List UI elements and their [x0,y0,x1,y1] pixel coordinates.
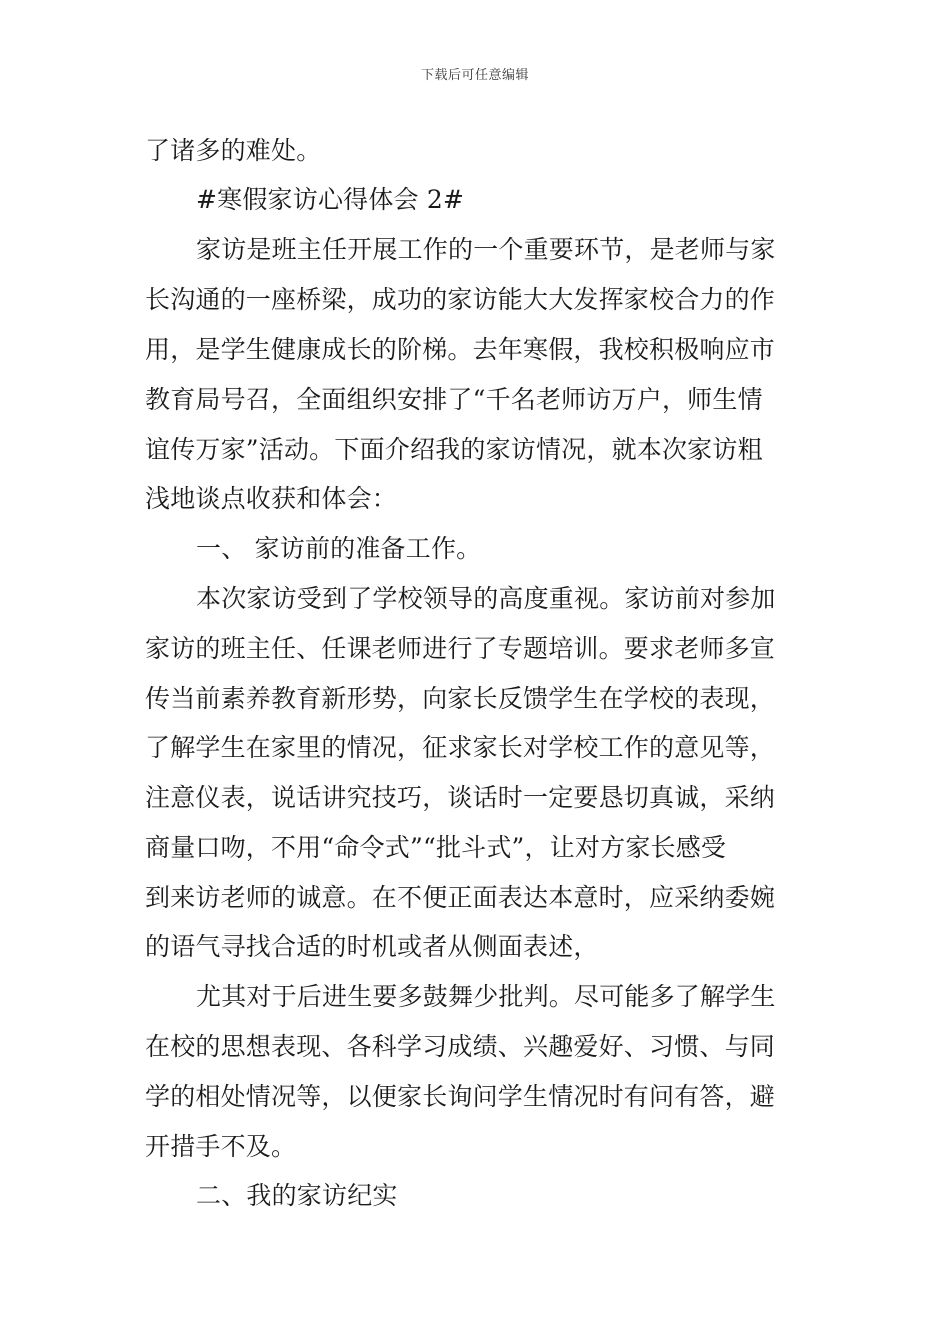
paragraph-start: 尤其对于后进生要多鼓舞少批判。尽可能多了解学生 [196,982,776,1011]
text-line: 注意仪表，说话讲究技巧，谈话时一定要恳切真诚，采纳 [145,783,776,812]
text-line: 了诸多的难处。 [145,136,322,165]
text-line: 开措手不及。 [145,1132,297,1161]
text-line: 了解学生在家里的情况，征求家长对学校工作的意见等， [145,733,776,762]
page-header-note: 下载后可任意编辑 [420,68,529,83]
paragraph-start: 家访是班主任开展工作的一个重要环节，是老师与家 [196,235,776,264]
text-line: 用，是学生健康成长的阶梯。去年寒假，我校积极响应市 [145,335,776,364]
text-line: 学的相处情况等，以便家长询问学生情况时有问有答，避 [145,1082,776,1111]
text-line: 教育局号召，全面组织安排了“千名老师访万户，师生情 [145,385,763,414]
paragraph-start: 本次家访受到了学校领导的高度重视。家访前对参加 [196,584,776,613]
text-line: 家访的班主任、任课老师进行了专题培训。要求老师多宣 [145,634,776,663]
text-line: 到来访老师的诚意。在不便正面表达本意时，应采纳委婉 [145,883,776,912]
text-line: 谊传万家”活动。下面介绍我的家访情况，就本次家访粗 [145,435,763,464]
text-line: 商量口吻，不用“命令式”“批斗式”，让对方家长感受 [145,833,727,862]
text-line: 在校的思想表现、各科学习成绩、兴趣爱好、习惯、与同 [145,1032,776,1061]
text-line: 传当前素养教育新形势，向家长反馈学生在学校的表现， [145,684,776,713]
text-line: 长沟通的一座桥梁，成功的家访能大大发挥家校合力的作 [145,285,776,314]
subsection-heading: 一、 家访前的准备工作。 [196,534,482,563]
subsection-heading: 二、我的家访纪实 [196,1181,398,1210]
text-line: 的语气寻找合适的时机或者从侧面表述， [145,932,599,961]
text-line: 浅地谈点收获和体会： [145,484,398,513]
section-title: #寒假家访心得体会 2# [196,185,465,214]
